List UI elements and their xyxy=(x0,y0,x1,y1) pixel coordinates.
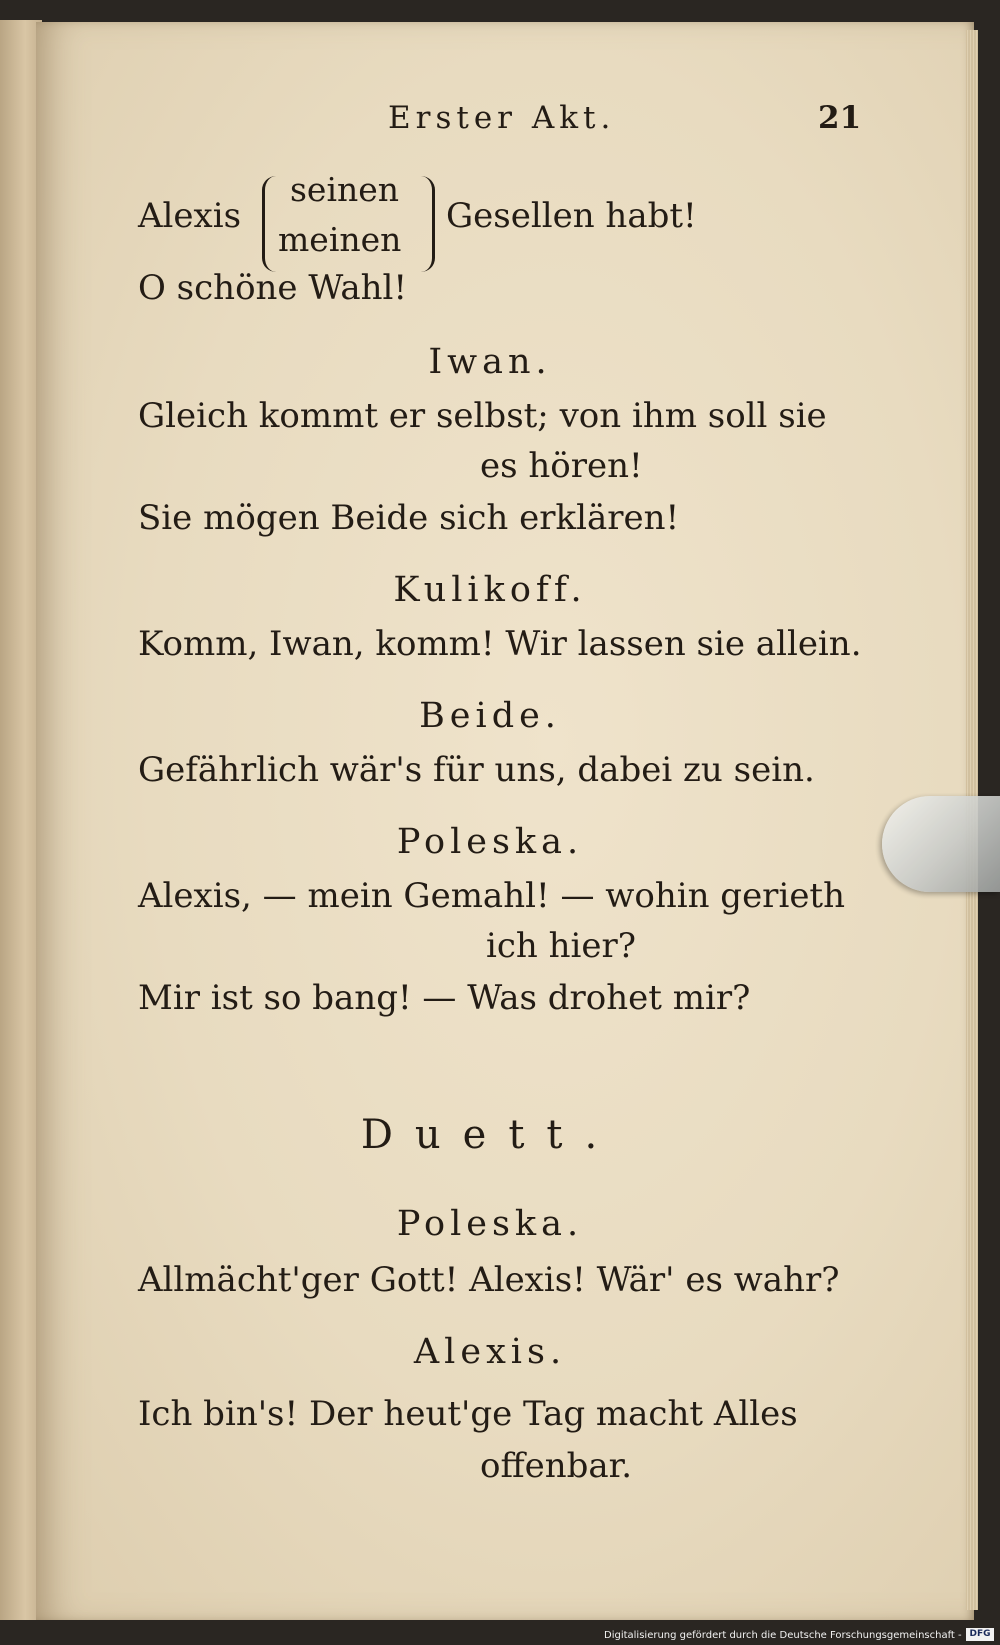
text-line: O schöne Wahl! xyxy=(138,268,408,308)
text-line-continuation: es hören! xyxy=(480,446,643,486)
text-line-continuation: offenbar. xyxy=(480,1446,633,1486)
speaker-name: Poleska. xyxy=(396,822,584,862)
speaker-name: Kulikoff. xyxy=(393,570,587,610)
text-line: Gleich kommt er selbst; von ihm soll sie xyxy=(138,396,827,436)
page-clip xyxy=(882,796,1000,892)
speaker-name: Beide. xyxy=(419,696,561,736)
text-line: Gesellen habt! xyxy=(446,196,697,236)
text-line: Alexis xyxy=(138,196,242,236)
alternative-word: seinen xyxy=(290,170,400,209)
digitization-credit: Digitalisierung gefördert durch die Deutsche Forschungsgemeinschaft - xyxy=(604,1630,962,1641)
left-brace xyxy=(262,176,279,272)
right-brace xyxy=(418,176,435,272)
running-title: Erster Akt. xyxy=(388,100,616,136)
speaker-name: Iwan. xyxy=(428,342,552,382)
text-line: Sie mögen Beide sich erklären! xyxy=(138,498,680,538)
page-number: 21 xyxy=(818,100,862,136)
speaker-name: Poleska. xyxy=(396,1204,584,1244)
speaker-name: Alexis. xyxy=(413,1332,567,1372)
text-line: Alexis, — mein Gemahl! — wohin gerieth xyxy=(138,876,845,916)
text-line-continuation: ich hier? xyxy=(486,926,636,966)
text-line: Gefährlich wär's für uns, dabei zu sein. xyxy=(138,750,815,790)
text-line: Ich bin's! Der heut'ge Tag macht Alles xyxy=(138,1394,798,1434)
book-page xyxy=(36,22,974,1620)
section-heading: Duett. xyxy=(360,1112,620,1158)
text-line: Komm, Iwan, komm! Wir lassen sie allein. xyxy=(138,624,862,664)
alternative-word: meinen xyxy=(278,220,402,259)
text-line: Mir ist so bang! — Was drohet mir? xyxy=(138,978,751,1018)
dfg-logo: DFG xyxy=(966,1628,994,1641)
text-line: Allmächt'ger Gott! Alexis! Wär' es wahr? xyxy=(138,1260,840,1300)
